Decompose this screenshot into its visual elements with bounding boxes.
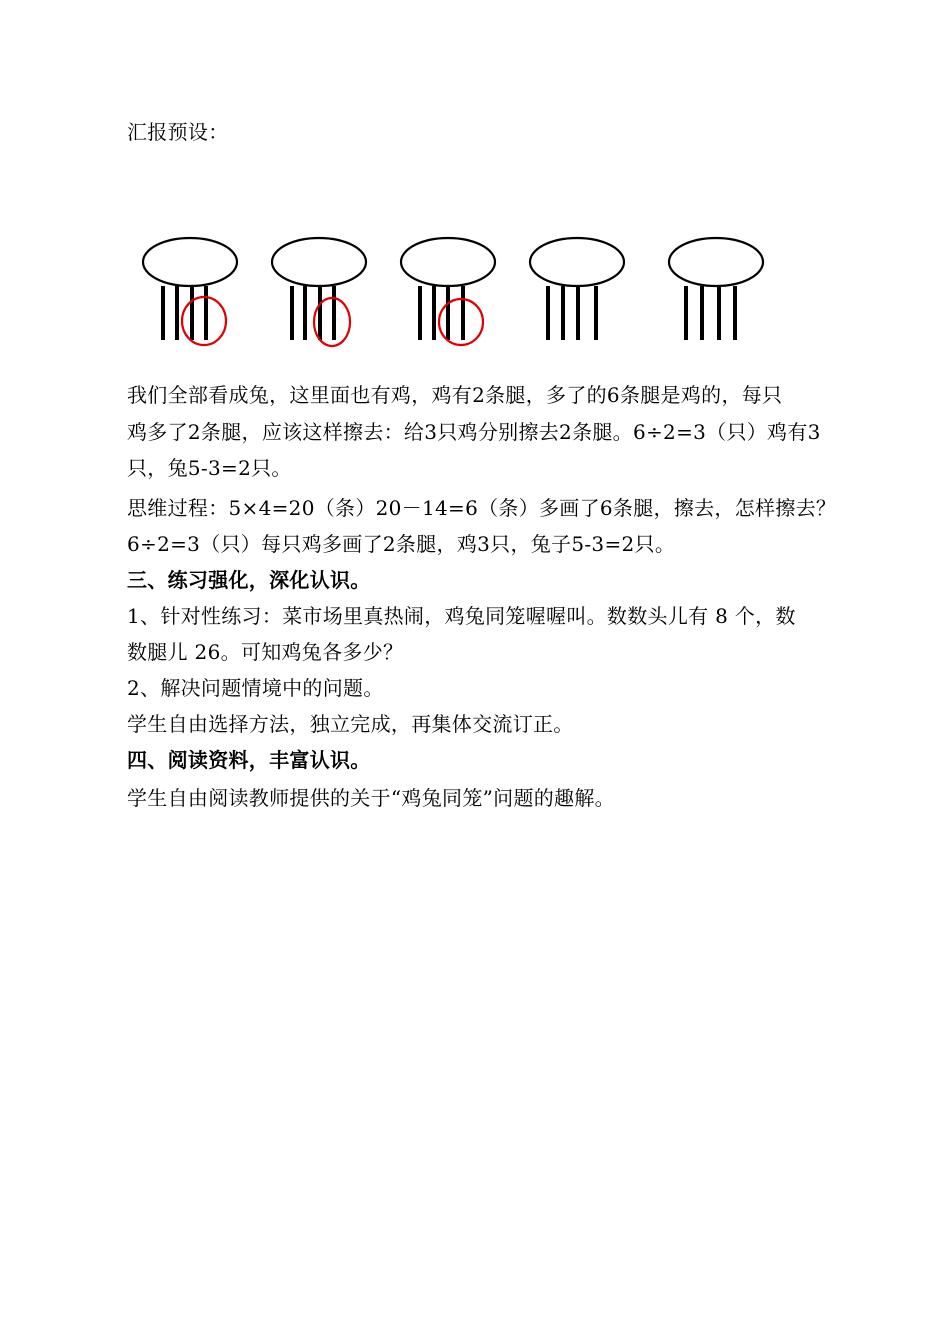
report-heading: 汇报预设： [127, 120, 229, 144]
animal-figure-2 [272, 238, 366, 346]
animal-head [272, 238, 366, 286]
section-4-title: 四、阅读资料，丰富认识。 [127, 748, 371, 772]
animal-figure-1 [143, 238, 237, 345]
paragraph-line: 只，兔5-3=2只。 [127, 456, 292, 480]
animal-head [143, 238, 237, 286]
exercise-line: 2、解决问题情境中的问题。 [127, 676, 384, 700]
animal-figure-4 [530, 238, 624, 340]
exercise-line: 数腿儿 26。可知鸡兔各多少？ [127, 640, 404, 664]
paragraph-line: 思维过程：5×4=20（条）20－14=6（条）多画了6条腿，擦去，怎样擦去？ [127, 496, 837, 520]
paragraph-line: 鸡多了2条腿，应该这样擦去：给3只鸡分别擦去2条腿。6÷2=3（只）鸡有3 [127, 420, 821, 444]
paragraph-line: 我们全部看成兔，这里面也有鸡，鸡有2条腿，多了的6条腿是鸡的，每只 [127, 383, 783, 407]
animal-figure-3 [401, 238, 495, 345]
animal-figure-5 [669, 238, 763, 340]
animal-head [530, 238, 624, 286]
exercise-line: 1、针对性练习：菜市场里真热闹，鸡兔同笼喔喔叫。数数头儿有 8 个，数 [127, 604, 796, 628]
reading-line: 学生自由阅读教师提供的关于“鸡兔同笼”问题的趣解。 [127, 786, 615, 810]
animal-head [401, 238, 495, 286]
chicken-rabbit-diagram [130, 228, 810, 358]
section-3-title: 三、练习强化，深化认识。 [127, 568, 371, 592]
paragraph-line: 6÷2=3（只）每只鸡多画了2条腿，鸡3只，兔子5-3=2只。 [127, 532, 676, 556]
exercise-line: 学生自由选择方法，独立完成，再集体交流订正。 [127, 712, 574, 736]
animal-head [669, 238, 763, 286]
